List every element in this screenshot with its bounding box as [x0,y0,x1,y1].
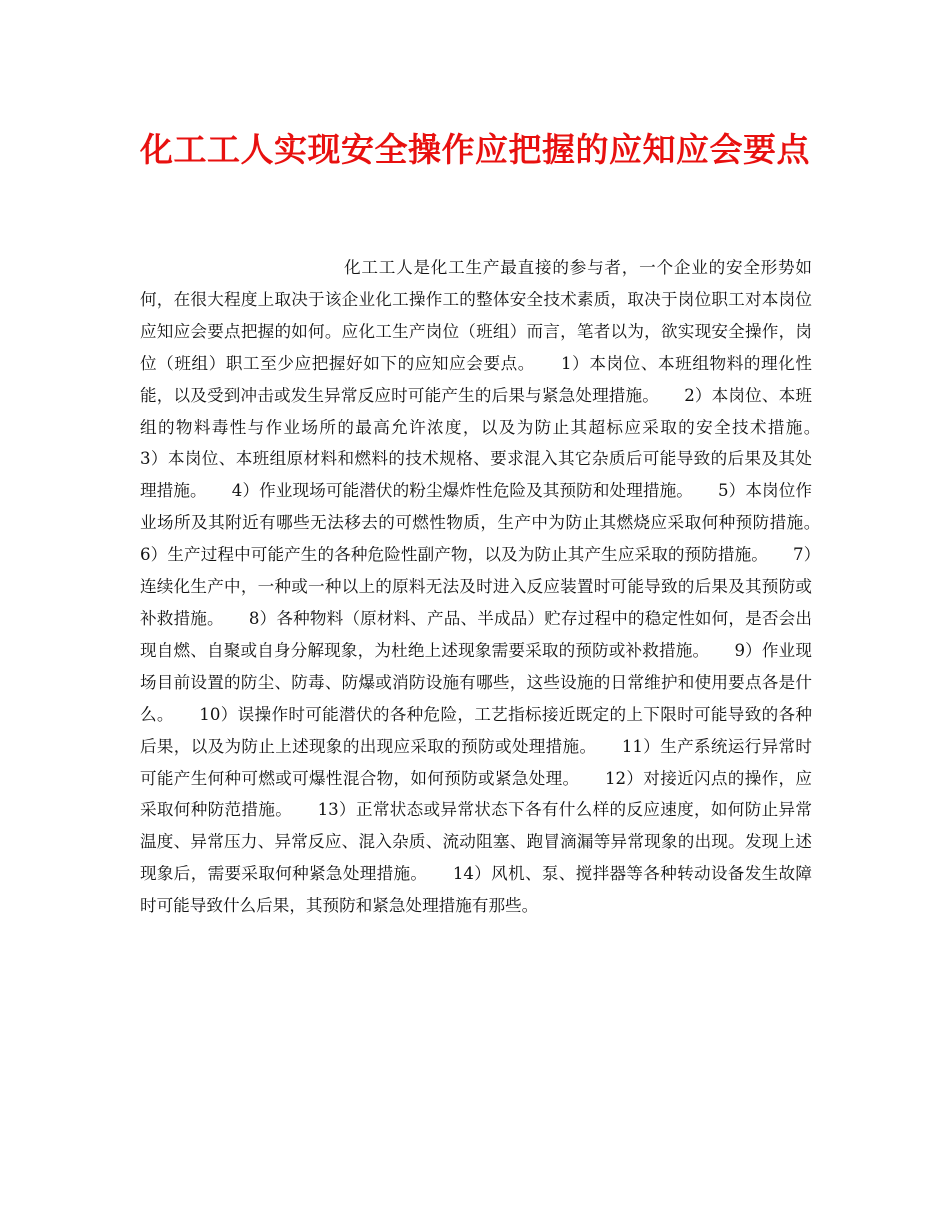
document-title: 化工工人实现安全操作应把握的应知应会要点 [140,130,810,169]
document-body-paragraph: 化工工人是化工生产最直接的参与者，一个企业的安全形势如何，在很大程度上取决于该企业化工操作工的整体安全技术素质，取决于岗位职工对本岗位应知应会要点把握的如何。应化工生产岗位（班组）而言，笔者以为，欲实现安全操作，岗位（班组）职工至少应把握好如下的应知应会要点。 1）本岗位、本班组物料的理化性能，以及受到冲击或发生异常反应时可能产生的后果与紧急处理措施。 2）本岗位、本班组的物料毒性与作业场所的最高允许浓度，以及为防止其超标应采取的安全技术措施。 3）本岗位、本班组原材料和燃料的技术规格、要求混入其它杂质后可能导致的后果及其处理措施。 4）作业现场可能潜伏的粉尘爆炸性危险及其预防和处理措施。 5）本岗位作业场所及其附近有哪些无法移去的可燃性物质，生产中为防止其燃烧应采取何种预防措施。 6）生产过程中可能产生的各种危险性副产物，以及为防止其产生应采取的预防措施。 7）连续化生产中，一种或一种以上的原料无法及时进入反应装置时可能导致的后果及其预防或补救措施。 8）各种物料（原材料、产品、半成品）贮存过程中的稳定性如何，是否会出现自燃、自聚或自身分解现象，为杜绝上述现象需要采取的预防或补救措施。 9）作业现场目前设置的防尘、防毒、防爆或消防设施有哪些，这些设施的日常维护和使用要点各是什么。 10）误操作时可能潜伏的各种危险，工艺指标接近既定的上下限时可能导致的各种后果，以及为防止上述现象的出现应采取的预防或处理措施。 11）生产系统运行异常时可能产生何种可燃或可爆性混合物，如何预防或紧急处理。 12）对接近闪点的操作，应采取何种防范措施。 13）正常状态或异常状态下各有什么样的反应速度，如何防止异常温度、异常压力、异常反应、混入杂质、流动阻塞、跑冒滴漏等异常现象的出现。发现上述现象后，需要采取何种紧急处理措施。 14）风机、泵、搅拌器等各种转动设备发生故障时可能导致什么后果，其预防和紧急处理措施有那些。 [140,258,846,916]
